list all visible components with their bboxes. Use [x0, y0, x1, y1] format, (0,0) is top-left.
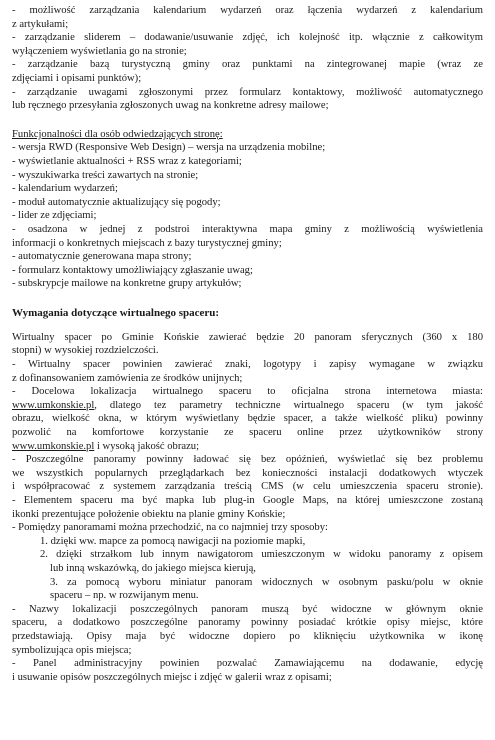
list-item: - kalendarium wydarzeń; [12, 183, 118, 195]
list-item: - zarządzanie bazą turystyczną gminy oraz punktami na zintegrowanej mapie (wraz ze [12, 59, 483, 71]
list-item: - lider ze zdjęciami; [12, 210, 97, 222]
list-item: wyłączeniem wyświetlania go na stronie; [12, 45, 187, 57]
numbered-item-continuation: spaceru – np. w rozwijanym menu. [50, 590, 199, 602]
list-item: - wersja RWD (Responsive Web Design) – wersja na urządzenia mobilne; [12, 142, 326, 154]
admin-features-list [12, 4, 483, 113]
virtual-tour-requirements [12, 331, 483, 684]
paragraph-line: www.umkonskie.pl i wysoką jakość obrazu; [12, 440, 200, 452]
list-item: - formularz kontaktowy umożliwiający zgłaszanie uwag; [12, 264, 253, 276]
site-url-link[interactable]: www.umkonskie.pl [12, 440, 95, 452]
paragraph-line: - Poszczególne panoramy powinny ładować się bez opóźnień, wyświetlać się bez problemu [12, 454, 483, 466]
list-item: z artykułami; [12, 18, 69, 30]
paragraph-line: i współpracować z systemem zarządzania treścią CMS (w celu umieszczenia spaceru stronie). [12, 481, 483, 493]
numbered-item-continuation: lub inną wskazówką, do jakiego miejsca kierują, [50, 562, 256, 574]
list-item: - moduł automatycznie aktualizujący się pogody; [12, 196, 221, 208]
numbered-item: 1. dzięki ww. mapce za pomocą nawigacji na poziomie mapki, [40, 535, 306, 547]
list-item: - wyświetlanie aktualności + RSS wraz z kategoriami; [12, 155, 242, 167]
paragraph-line: obrazu, wielkość okna, w którym wyświetlany będzie spacer, a także wielkość pliku) powinny [12, 413, 483, 425]
paragraph-line: symbolizująca opis miejsca; [12, 644, 132, 656]
list-item: - możliwość zarządzania kalendarium wydarzeń oraz łączenia wydarzeń z kalendarium [12, 5, 483, 16]
list-item: zdjęciami i opisami punktów); [12, 72, 142, 84]
paragraph-line: i usuwanie opisów poszczególnych miejsc i zdjęć w galerii wraz z opisami; [12, 671, 332, 683]
paragraph-line: stopni) w wysokiej rozdzielczości. [12, 345, 159, 357]
section-heading: Wymagania dotyczące wirtualnego spaceru: [12, 306, 220, 319]
site-url-link[interactable]: www.umkonskie.pl [12, 399, 95, 411]
list-item: - automatycznie generowana mapa strony; [12, 251, 192, 263]
list-item: - wyszukiwarka treści zawartych na stronie; [12, 169, 199, 181]
paragraph-line: ikonki prezentujące położenie obiektu na planie gminy Końskie; [12, 508, 286, 520]
list-item: - zarządzanie uwagami zgłoszonymi przez formularz kontaktowy, możliwość automatycznego [12, 86, 483, 98]
paragraph-line: - Docelowa lokalizacja wirtualnego spaceru to oficjalna strona internetowa miasta: [12, 386, 483, 398]
numbered-item: 2. dzięki strzałkom lub innym nawigatorom umieszczonym w widoku panoramy z opisem [40, 549, 483, 561]
paragraph-line: - Wirtualny spacer powinien zawierać znaki, logotypy i zapisy wymagane w związku [12, 359, 483, 371]
paragraph-line: www.umkonskie.pl, dlatego tez parametry techniczne wirtualnego spaceru (w tym jakość [12, 399, 483, 411]
list-item: informacji o konkretnych miejscach z bazy turystycznej gminy; [12, 237, 282, 249]
visitors-heading: Funkcjonalności dla osób odwiedzających stronę: [12, 128, 223, 140]
list-item: - subskrypcje mailowe na konkretne grupy artykułów; [12, 278, 242, 290]
list-item: lub ręcznego przesyłania zgłoszonych uwag na konkretne adresy mailowe; [12, 100, 329, 112]
paragraph-line: - Elementem spaceru ma być mapka lub plug-in Google Maps, na której umieszczone zostaną [12, 495, 483, 506]
list-item: - zarządzanie sliderem – dodawanie/usuwanie zdjęć, ich kolejność itp. włącznie z całkowitym [12, 32, 483, 44]
paragraph-line: spaceru, a dodatkowo poszczególne panoramy powinny posiadać krótkie opisy miejsc, które [12, 617, 483, 629]
paragraph-line: - Pomiędzy panoramami można przechodzić, na co najmniej trzy sposoby: [12, 522, 328, 534]
paragraph-line: - Nazwy lokalizacji poszczególnych panoram muszą być widoczne w głównym oknie [12, 603, 483, 615]
paragraph-line: - Panel administracyjny powinien pozwalać Zamawiającemu na dodawanie, edycję [12, 658, 483, 670]
list-item: - osadzona w jednej z podstroi interaktywna mapa gminy z możliwością wyświetlenia [12, 223, 483, 235]
paragraph-line: przedstawiają. Opisy maja być widoczne dopiero po kliknięciu użytkownika w ikonę [12, 630, 483, 642]
visitor-features-list [12, 141, 483, 291]
paragraph-line: z dofinansowaniem zamówienia ze środków unijnych; [12, 372, 243, 384]
paragraph-line: pozwolić na komfortowe korzystanie ze spaceru online przez użytkowników strony [12, 427, 483, 439]
numbered-item: 3. za pomocą wyboru miniatur panoram widocznych w osobnym pasku/polu w oknie [50, 576, 483, 588]
paragraph-line: we wszystkich popularnych przeglądarkach bez konieczności instalacji dodatkowych wtyczek [12, 467, 483, 479]
paragraph-line: Wirtualny spacer po Gminie Końskie zawierać będzie 20 panoram sferycznych (360 x 180 [12, 331, 483, 343]
